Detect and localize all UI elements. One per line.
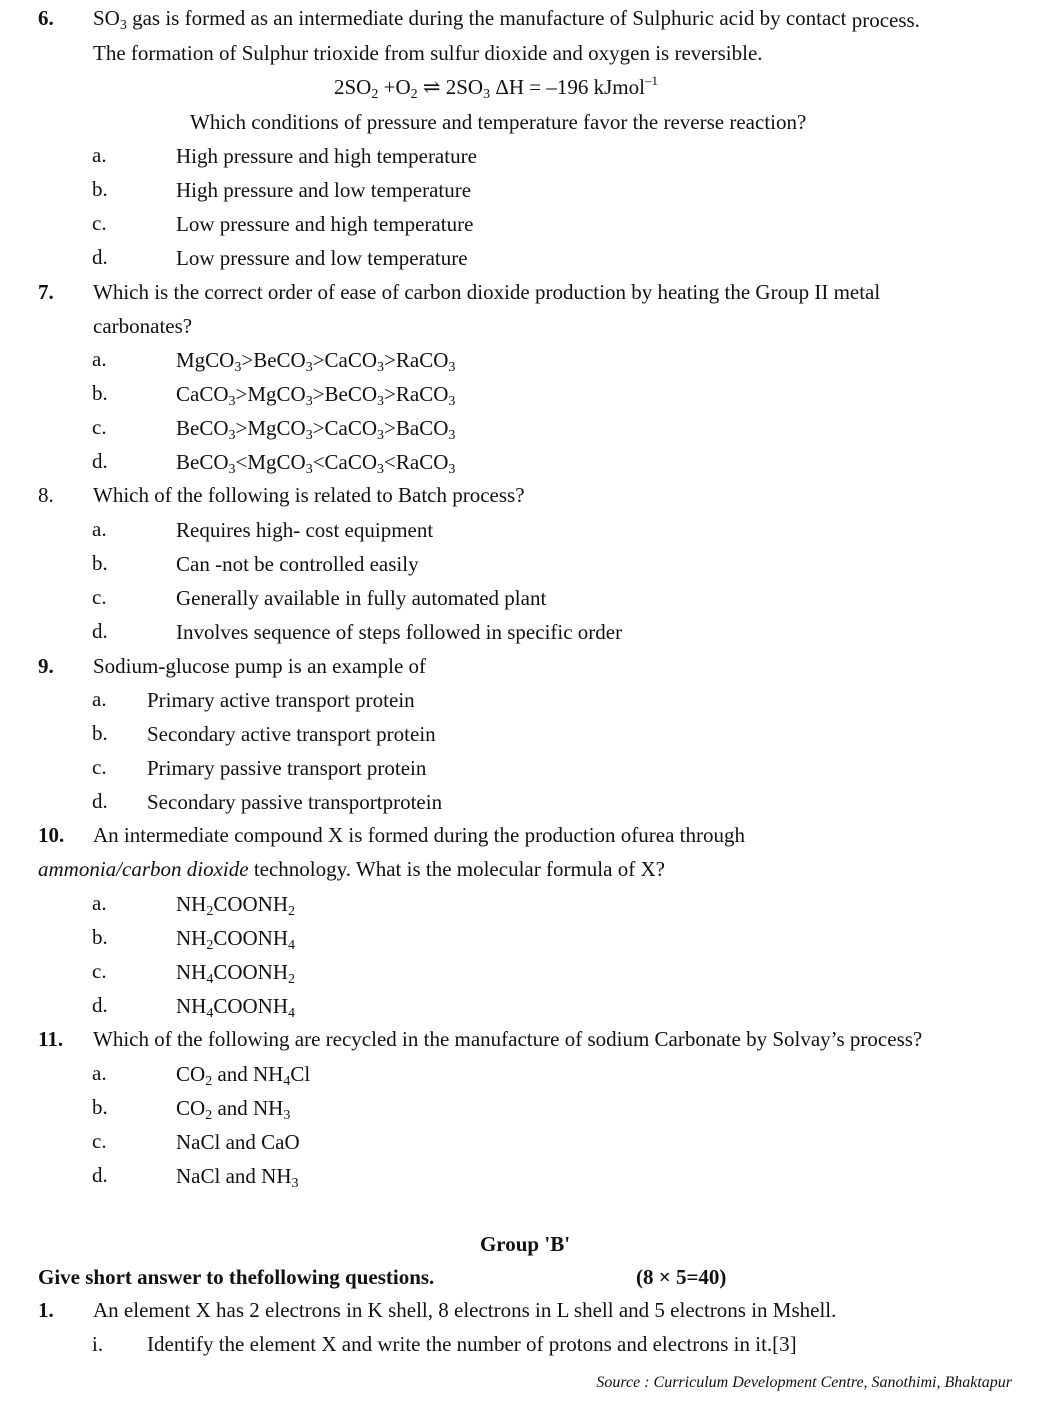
question-number: 8. [38,483,54,507]
option-label: b. [92,551,108,575]
question-number: 11. [38,1027,64,1051]
option-text: High pressure and high temperature [176,144,477,168]
subquestion-label: i. [92,1332,104,1356]
option-label: b. [92,1095,108,1119]
option-label: a. [92,517,107,541]
option-label: b. [92,177,108,201]
option-label: b. [92,925,108,949]
question-prompt: Which conditions of pressure and temperature favor the reverse reaction? [190,110,807,134]
option-label: c. [92,755,107,779]
question-number: 7. [38,280,54,304]
option-formula: $CO_2$ and $NH_4Cl$ [176,1062,311,1089]
option-formula: CaCO$_3$>MgCO$_3$>BeCO$_3$>RaCO$_3$ [176,382,456,409]
question-number: 1. [38,1298,54,1322]
option-formula: $NH_4COONH_4$ [176,994,296,1021]
option-formula: $NH_2COONH_4$ [176,926,296,953]
option-text: Involves sequence of steps followed in specific order [176,620,623,644]
option-label: d. [92,619,108,643]
option-text: Secondary active transport protein [147,722,436,746]
group-b-heading: Group 'B' [479,1232,571,1256]
option-text: Primary passive transport protein [147,756,427,780]
option-label: d. [92,993,108,1017]
option-label: d. [92,449,108,473]
option-formula: NaCl and $NH_3$ [176,1164,299,1191]
option-label: c. [92,415,107,439]
source-credit: Source : Curriculum Development Centre, Sanothimi, Bhaktapur [596,1374,1012,1391]
question-text: Which of the following is related to Batch process? [93,483,525,507]
question-text: Which of the following are recycled in the manufacture of sodium Carbonate by Solvay’s process? [93,1027,923,1051]
question-text: Which is the correct order of ease of carbon dioxide production by heating the Group II metal [93,280,881,304]
option-label: d. [92,1163,108,1187]
chemical-equation: $2SO_2 +O_2$ ⇌ $2SO_3$ ΔH = –196 kJmol$^{-1}$ [334,73,658,102]
option-label: c. [92,959,107,983]
option-text: Low pressure and low temperature [176,246,468,270]
option-formula: BeCO$_3$<MgCO$_3$<CaCO$_3$<RaCO$_3$ [176,450,456,477]
option-text: Primary active transport protein [147,688,415,712]
option-label: a. [92,891,107,915]
option-formula: BeCO$_3$>MgCO$_3$>CaCO$_3$>BaCO$_3$ [176,416,456,443]
question-text: An element X has 2 electrons in K shell, 8 electrons in L shell and 5 electrons in Mshell. [93,1298,837,1322]
option-text: Requires high- cost equipment [176,518,434,542]
option-label: a. [92,1061,107,1085]
option-formula: $CO_2$ and $NH_3$ [176,1096,291,1123]
option-text: High pressure and low temperature [176,178,472,202]
question-text: Sodium-glucose pump is an example of [93,654,427,678]
option-text: NaCl and CaO [176,1130,300,1154]
option-text: Secondary passive transportprotein [147,790,443,814]
option-label: c. [92,585,107,609]
option-text: Can -not be controlled easily [176,552,419,576]
question-text: An intermediate compound X is formed during the production ofurea through [93,823,746,847]
option-label: a. [92,687,107,711]
question-text: The formation of Sulphur trioxide from sulfur dioxide and oxygen is reversible. [93,41,763,65]
question-text: carbonates? [93,314,193,338]
option-formula: $NH_2COONH_2$ [176,892,296,919]
question-number: 9. [38,654,54,678]
question-text: ammonia/carbon dioxide technology. What is the molecular formula of X? [38,857,665,881]
option-label: d. [92,789,108,813]
option-label: d. [92,245,108,269]
option-text: Low pressure and high temperature [176,212,474,236]
question-number: 6. [38,6,54,30]
option-label: c. [92,1129,107,1153]
option-formula: $NH_4COONH_2$ [176,960,296,987]
question-text: $SO_3$ gas is formed as an intermediate during the manufacture of Sulphuric acid by contact process. [93,6,920,33]
option-label: b. [92,381,108,405]
option-formula: MgCO$_3$>BeCO$_3$>CaCO$_3$>RaCO$_3$ [176,348,456,375]
option-label: a. [92,143,107,167]
option-label: a. [92,347,107,371]
question-number: 10. [38,823,65,847]
group-b-instruction: Give short answer to thefollowing questions. [38,1265,435,1289]
option-label: c. [92,211,107,235]
option-label: b. [92,721,108,745]
option-text: Generally available in fully automated plant [176,586,547,610]
group-b-marks: (8 × 5=40) [636,1265,727,1289]
subquestion-text: Identify the element X and write the number of protons and electrons in it.[3] [147,1332,797,1356]
